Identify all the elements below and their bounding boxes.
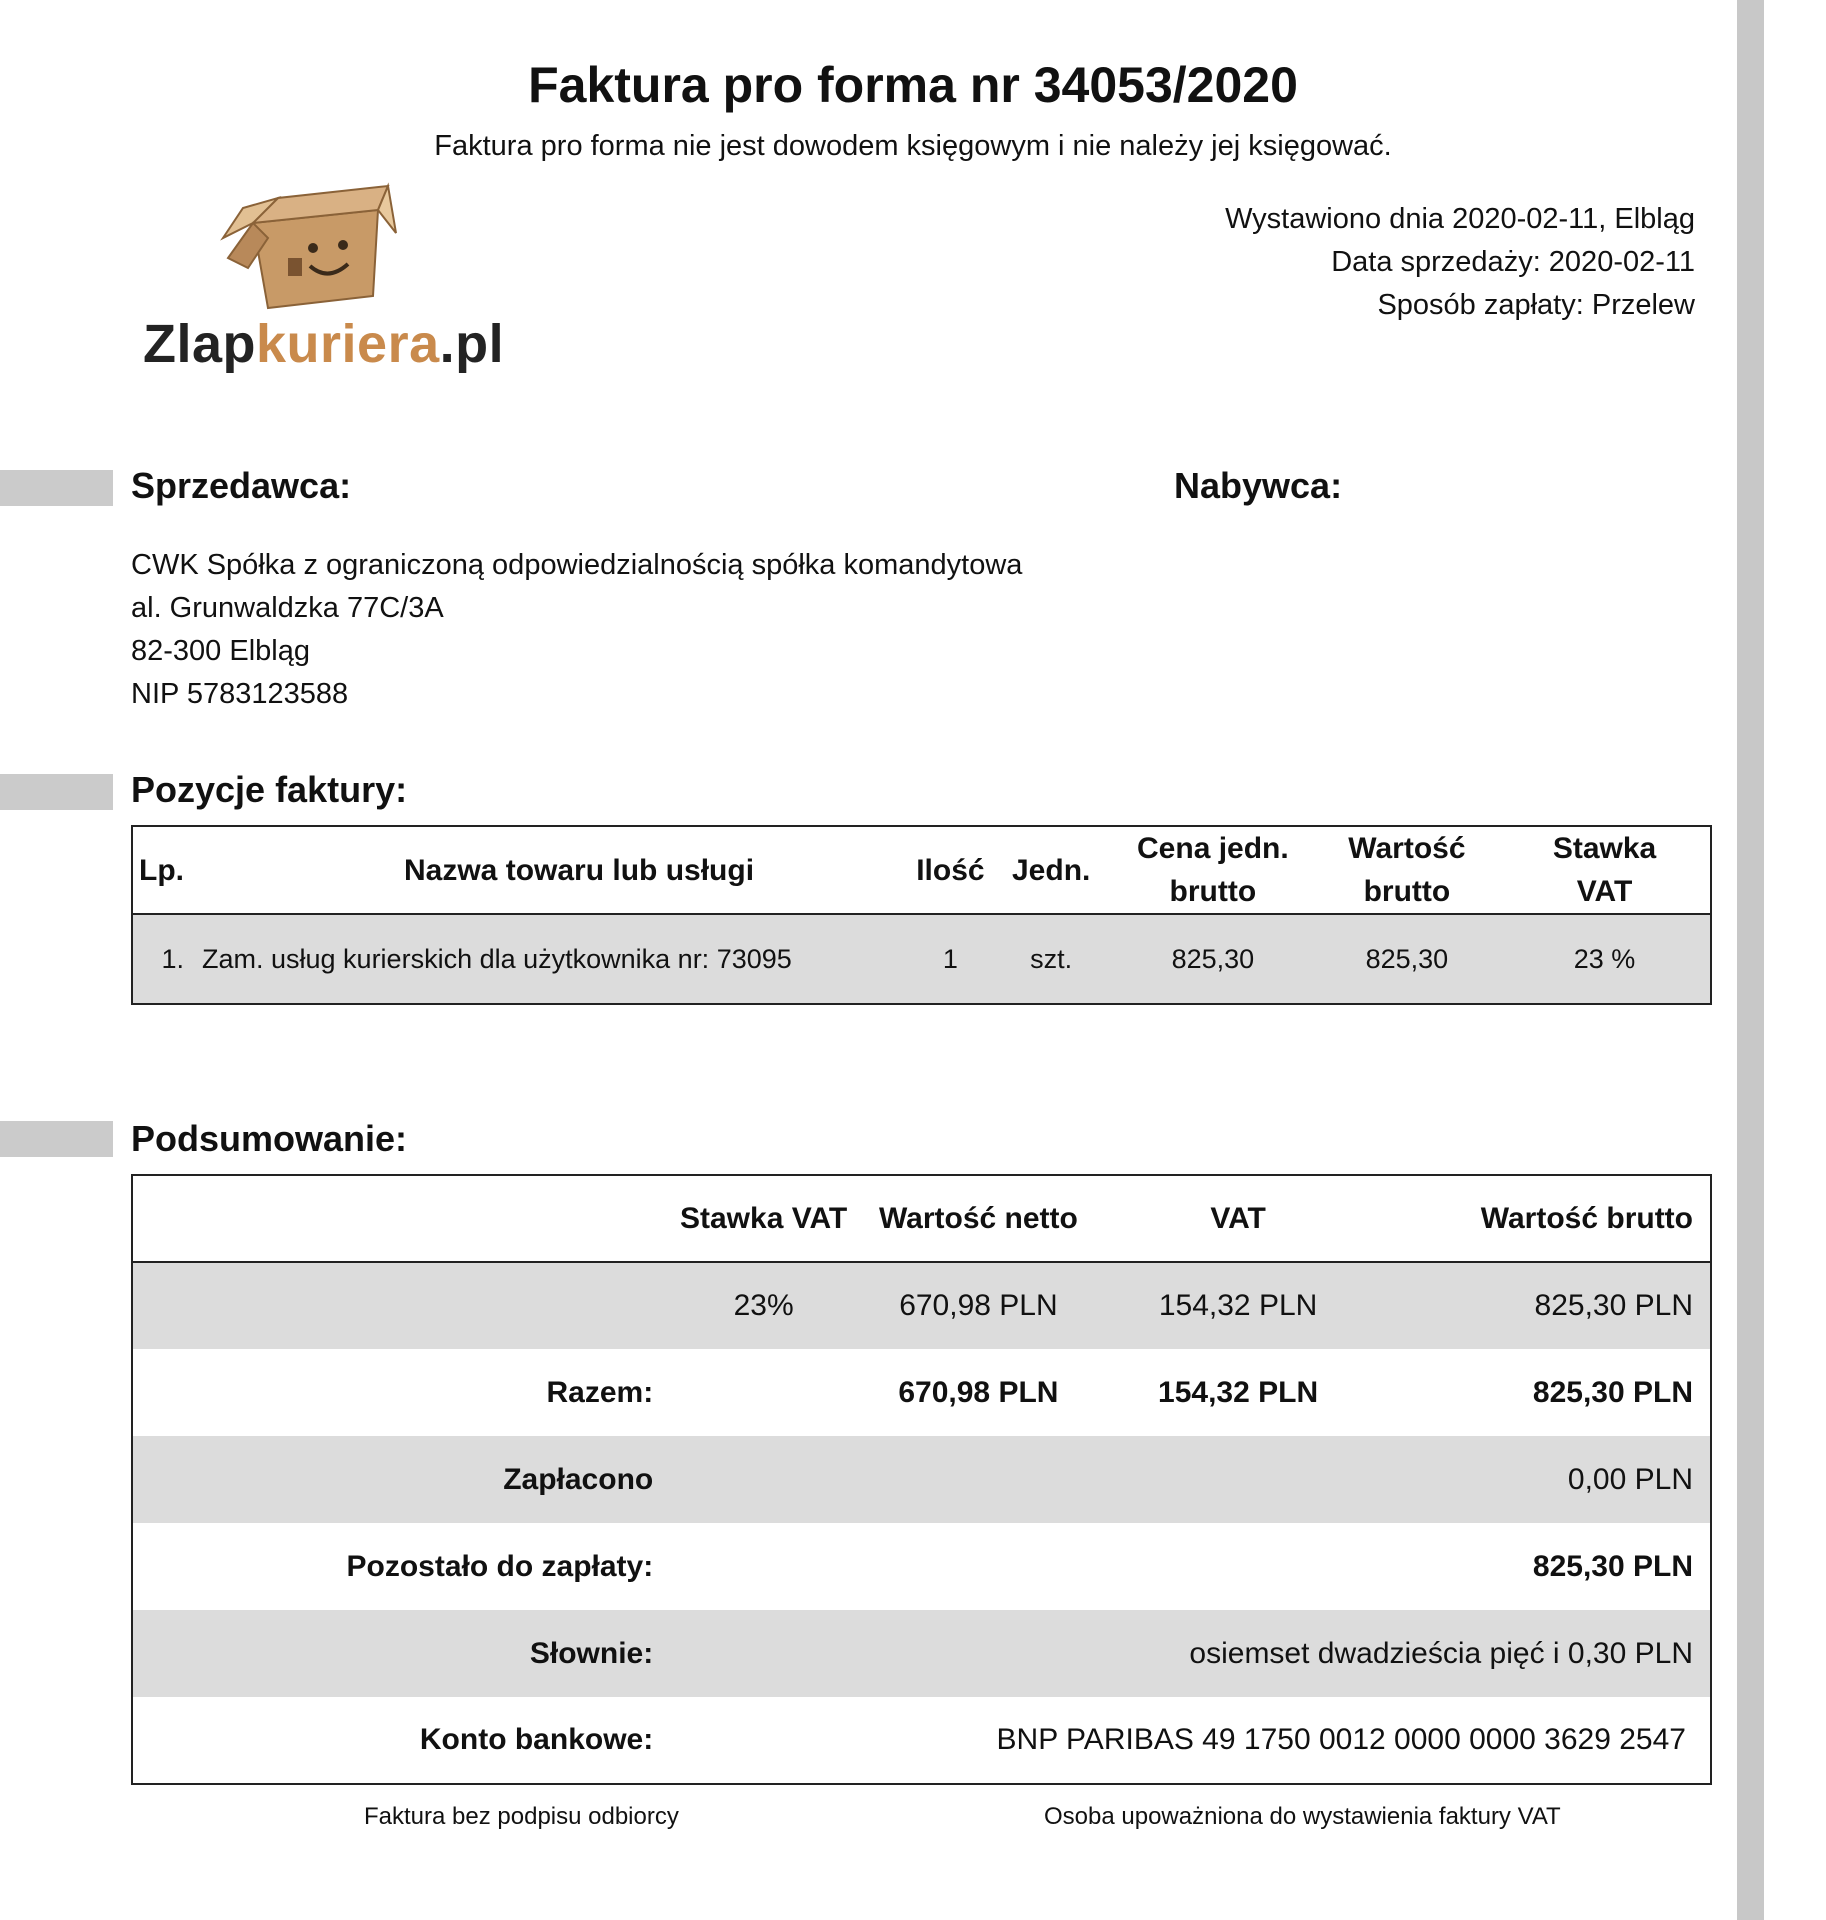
item-qty: 1: [909, 914, 991, 1004]
col-vat: Stawka VAT: [1499, 826, 1711, 914]
col-unit: Jedn.: [991, 826, 1111, 914]
invoice-subtitle: Faktura pro forma nie jest dowodem księgowym i nie należy jej księgować.: [434, 130, 1392, 162]
col-value: Wartość brutto: [1315, 826, 1499, 914]
sale-date: Data sprzedaży: 2020-02-11: [1331, 246, 1695, 278]
col-gross: Wartość brutto: [1375, 1175, 1711, 1262]
col-lp: Lp.: [132, 826, 188, 914]
seller-details: [131, 544, 1022, 716]
col-vat-amount: VAT: [1101, 1175, 1376, 1262]
paid-value: 0,00 PLN: [671, 1436, 1711, 1523]
col-net: Wartość netto: [856, 1175, 1101, 1262]
total-net: 670,98 PLN: [898, 1375, 1059, 1409]
item-name: Zam. usług kurierskich dla użytkownika nr: 73095: [188, 914, 909, 1004]
item-value: 825,30: [1315, 914, 1499, 1004]
total-label: Razem:: [546, 1375, 654, 1409]
total-vat: 154,32 PLN: [1158, 1375, 1319, 1409]
remaining-value: 825,30 PLN: [1532, 1549, 1693, 1583]
items-heading: Pozycje faktury:: [131, 769, 408, 810]
section-marker: [0, 774, 113, 810]
col-name: Nazwa towaru lub usługi: [188, 826, 909, 914]
in-words-label: Słownie:: [132, 1610, 671, 1697]
rate-net: 670,98 PLN: [856, 1262, 1101, 1349]
seller-heading: Sprzedawca:: [131, 465, 352, 506]
paid-label: Zapłacono: [132, 1436, 671, 1523]
footer-authorized-person: Osoba upoważniona do wystawienia faktury VAT: [1044, 1803, 1561, 1830]
table-row: [132, 1697, 1711, 1784]
payment-method: Sposób zapłaty: Przelew: [1377, 289, 1695, 321]
table-row: [132, 914, 1711, 1004]
logo-wordmark: Zlapkuriera.pl: [143, 314, 505, 374]
rate-gross: 825,30 PLN: [1375, 1262, 1711, 1349]
table-row: [132, 1436, 1711, 1523]
box-icon: [218, 178, 398, 318]
col-qty: Ilość: [909, 826, 991, 914]
section-marker: [0, 1121, 113, 1157]
bank-label: Konto bankowe:: [419, 1723, 654, 1756]
seller-street: al. Grunwaldzka 77C/3A: [131, 592, 444, 624]
items-header-row: [132, 826, 1711, 914]
right-scrollbar-strip: [1737, 0, 1764, 1920]
summary-header-row: [132, 1175, 1711, 1262]
summary-table: [131, 1174, 1712, 1785]
col-price: Cena jedn. brutto: [1111, 826, 1315, 914]
item-vat: 23 %: [1499, 914, 1711, 1004]
item-price: 825,30: [1111, 914, 1315, 1004]
section-marker: [0, 470, 113, 506]
seller-city: 82-300 Elbląg: [131, 635, 310, 667]
issue-date: Wystawiono dnia 2020-02-11, Elbląg: [1225, 203, 1695, 235]
items-table: [131, 825, 1712, 1005]
bank-account: BNP PARIBAS 49 1750 0012 0000 0000 3629 2547: [996, 1723, 1686, 1756]
table-row: [132, 1349, 1711, 1436]
item-lp: 1.: [132, 914, 188, 1004]
summary-heading: Podsumowanie:: [131, 1118, 408, 1159]
seller-name: CWK Spółka z ograniczoną odpowiedzialnością spółka komandytowa: [131, 549, 1023, 581]
item-unit: szt.: [991, 914, 1111, 1004]
invoice-title: Faktura pro forma nr 34053/2020: [528, 57, 1298, 113]
table-row: [132, 1262, 1711, 1349]
footer-recipient-note: Faktura bez podpisu odbiorcy: [364, 1803, 679, 1830]
rate-vat: 154,32 PLN: [1101, 1262, 1376, 1349]
company-logo: [143, 178, 505, 378]
total-gross: 825,30 PLN: [1532, 1375, 1693, 1409]
col-vat-rate: Stawka VAT: [671, 1175, 856, 1262]
seller-nip: NIP 5783123588: [131, 678, 349, 710]
rate-vat-rate: 23%: [671, 1262, 856, 1349]
in-words-value: osiemset dwadzieścia pięć i 0,30 PLN: [671, 1610, 1711, 1697]
table-row: [132, 1610, 1711, 1697]
table-row: [132, 1523, 1711, 1610]
remaining-label: Pozostało do zapłaty:: [346, 1549, 654, 1583]
invoice-meta: [1225, 198, 1695, 327]
buyer-heading: Nabywca:: [1174, 465, 1343, 506]
